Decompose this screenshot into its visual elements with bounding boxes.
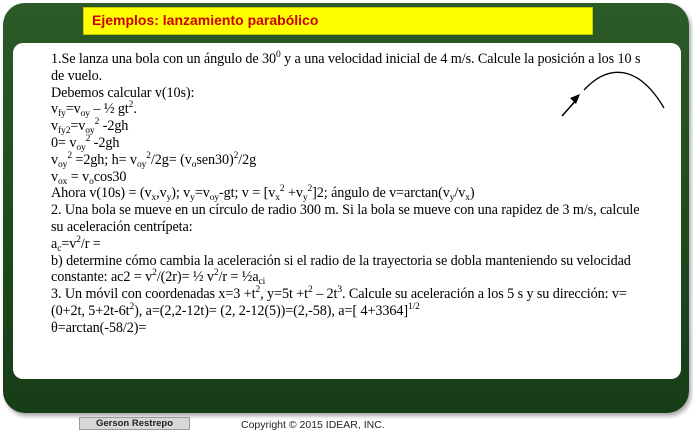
subscript: oy xyxy=(58,159,68,170)
text-run: v xyxy=(51,168,58,185)
subscript: oy xyxy=(136,159,147,170)
superscript: 2 xyxy=(233,150,239,161)
subscript: y xyxy=(190,193,195,204)
text-run: /r = xyxy=(80,235,101,252)
superscript: 2 xyxy=(94,117,100,128)
text-run: y a una velocidad inicial de 4 m/s. Calcule la posición a los 10 s de vuelo. xyxy=(51,51,641,84)
text-run: v xyxy=(51,151,58,168)
text-run: v xyxy=(51,101,58,118)
problem-2: 2. Una bola se mueve en un círculo de radio 300 m. Si la bola se mueve con una rapidez de 3 m/s, calcule su aceleración centrípeta: xyxy=(51,202,640,235)
text-run: ); v xyxy=(171,185,191,202)
superscript: 2 xyxy=(129,301,135,312)
superscript: 2 xyxy=(76,234,81,245)
text-run: =v xyxy=(61,235,77,252)
superscript: 2 xyxy=(67,150,72,161)
line-calc: Debemos calcular v(10s): xyxy=(51,84,195,101)
text-run: = v xyxy=(67,168,90,185)
text-run: /r = ½a xyxy=(218,269,259,286)
superscript: 2 xyxy=(307,285,313,296)
subscript: fy xyxy=(58,109,66,120)
text-run: ), a=(2,2-12t)= (2, 2-12(5))=(2,-58), a=[ 4+3364] xyxy=(134,302,408,319)
text-run: =v xyxy=(194,185,210,202)
slide-title: Ejemplos: lanzamiento parabólico xyxy=(92,12,319,28)
problem-3 xyxy=(51,286,646,320)
line-eq7 xyxy=(51,236,646,253)
subscript: y xyxy=(449,193,455,204)
text-run: – ½ gt xyxy=(89,101,129,118)
subscript: ci xyxy=(258,277,266,288)
text-run: ]2; ángulo de v=arctan(v xyxy=(312,185,450,202)
text-run: 0= v xyxy=(51,134,77,151)
subscript: oy xyxy=(76,142,86,153)
text-run: /2g= (v xyxy=(150,151,192,168)
text-run: -2gh xyxy=(99,118,129,135)
superscript: 2 xyxy=(152,268,157,279)
text-run: cos30 xyxy=(93,168,127,185)
problem-1 xyxy=(51,51,646,85)
subscript: o xyxy=(89,176,94,187)
superscript: 2 xyxy=(128,100,134,111)
line-eq6 xyxy=(51,185,646,202)
subscript: ox xyxy=(58,176,68,187)
line-eq8: θ=arctan(-58/2)= xyxy=(51,319,147,336)
text-run: v xyxy=(51,118,58,135)
subscript: fy2 xyxy=(58,126,71,137)
subscript: x xyxy=(465,193,470,204)
text-run: =v xyxy=(65,101,81,118)
superscript: 1/2 xyxy=(407,301,420,312)
exercise-text xyxy=(51,51,646,337)
text-run: . Calcule su aceleración a los 5 s y su dirección: v=(0+2t, 5+2t-6t xyxy=(51,286,627,319)
superscript: 2 xyxy=(146,150,151,161)
text-run: a xyxy=(51,235,58,252)
text-run: . xyxy=(133,101,137,118)
text-run: 1.Se lanza una bola con un ángulo de 30 xyxy=(51,51,277,67)
superscript: 2 xyxy=(85,133,91,144)
text-run: -gt; v = [v xyxy=(219,185,276,202)
text-run: -2gh xyxy=(90,134,120,151)
author-label: Gerson Restrepo xyxy=(79,417,190,430)
text-run: ) xyxy=(469,185,475,202)
subscript: oy xyxy=(80,109,90,120)
subscript: c xyxy=(57,243,62,254)
line-eq2 xyxy=(51,118,646,135)
subscript: o xyxy=(191,159,197,170)
text-run: /2g xyxy=(238,151,257,168)
subscript: oy xyxy=(209,193,220,204)
title-bar xyxy=(83,7,593,35)
subscript: x xyxy=(275,193,280,204)
line-eq5 xyxy=(51,169,646,186)
line-eq1 xyxy=(51,101,646,118)
problem-2b xyxy=(51,253,646,287)
superscript: 3 xyxy=(337,285,343,296)
line-eq3 xyxy=(51,135,646,152)
subscript: y xyxy=(302,193,308,204)
copyright-text: Copyright © 2015 IDEAR, INC. xyxy=(241,419,385,431)
text-run: – 2t xyxy=(312,286,338,303)
superscript: 2 xyxy=(307,184,313,195)
text-run: +v xyxy=(284,185,303,202)
text-run: Ahora v(10s) = (v xyxy=(51,185,152,202)
text-run: sen30) xyxy=(196,151,234,168)
subscript: x xyxy=(151,193,157,204)
superscript: 2 xyxy=(279,184,285,195)
text-run: =v xyxy=(70,118,86,135)
text-run: /(2r)= ½ v xyxy=(156,269,214,286)
text-run: ,v xyxy=(156,185,167,202)
superscript: 2 xyxy=(213,268,219,279)
text-run: b) determine cómo cambia la aceleración si el radio de la trayectoria se dobla manteniendo su velocidad constante: ac2 = v xyxy=(51,252,631,286)
superscript: 0 xyxy=(276,50,281,60)
superscript: 2 xyxy=(255,285,261,296)
subscript: oy xyxy=(85,126,95,137)
text-run: /v xyxy=(454,185,466,202)
text-run: , y=5t +t xyxy=(260,286,308,303)
text-run: 3. Un móvil con coordenadas x=3 +t xyxy=(51,286,256,303)
subscript: y xyxy=(166,193,172,204)
line-eq4 xyxy=(51,152,646,169)
text-run: =2gh; h= v xyxy=(71,151,137,168)
